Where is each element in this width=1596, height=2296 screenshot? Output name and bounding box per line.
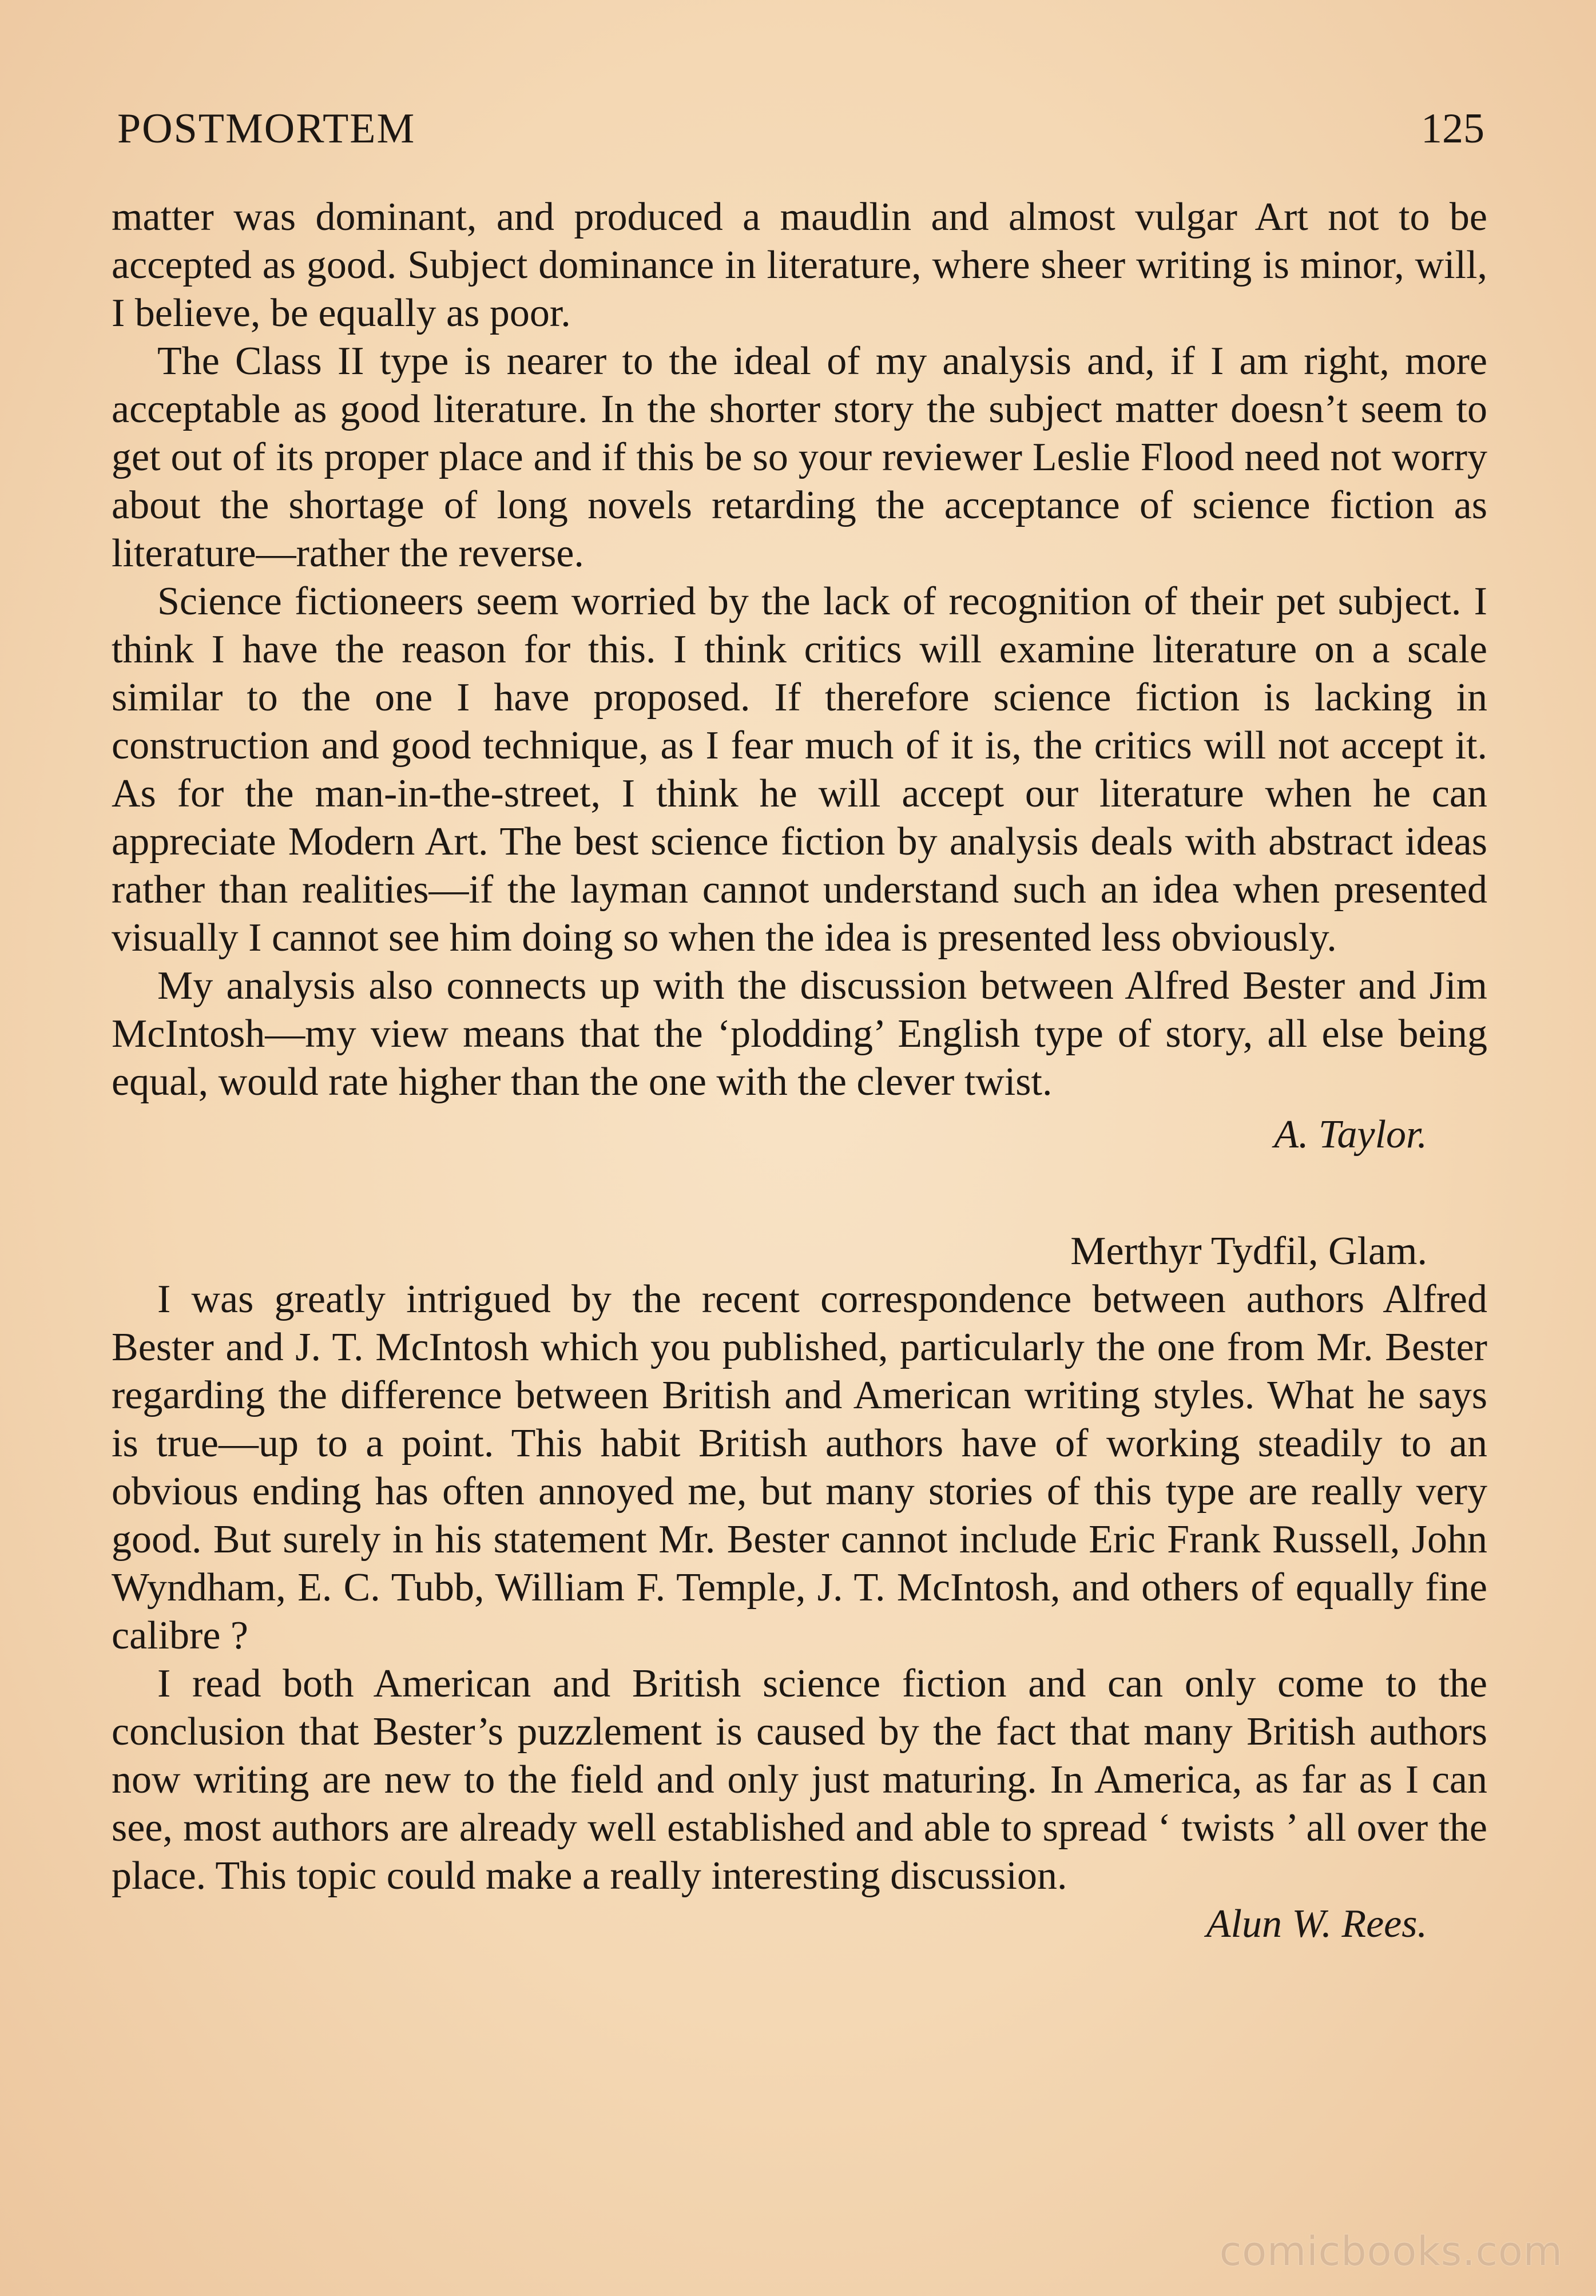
letter-taylor-signature: A. Taylor. — [1274, 1113, 1427, 1157]
letter-rees-paragraph-1: I was greatly intrigued by the recent correspondence between authors Alfred Bester and J. T. McIntosh which you published, particularly the one from Mr. Bester regarding the difference between British and American writing styles. What he says is true—up to a point. This habit British authors have of working steadily to an obvious ending has often annoyed me, but many stories of this type are really very good. But surely in his statement Mr. Bester cannot include Eric Frank Russell, John Wyndham, E. C. Tubb, William F. Temple, J. T. McIntosh, and others of equally fine calibre ? — [112, 1277, 1487, 1658]
letter-taylor-paragraph-1: matter was dominant, and produced a maudlin and almost vulgar Art not to be accepted as good. Subject dominance in literature, where sheer writing is minor, will, I believe, be equally as poor. — [112, 195, 1487, 335]
page-header — [117, 103, 1484, 154]
letter-taylor-paragraph-4: My analysis also connects up with the discussion between Alfred Bester and Jim McIntosh—my view means that the ‘plodding’ English type of story, all else being equal, would rate higher than the one with the clever twist. — [112, 964, 1487, 1104]
letter-rees-paragraph-2: I read both American and British science fiction and can only come to the conclusion that Bester’s puzzlement is caused by the fact that many British authors now writing are new to the field and only just maturing. In America, as far as I can see, most authors are already well established and able to spread ‘ twists ’ all over the place. This topic could make a really interesting discussion. — [112, 1662, 1487, 1898]
letter-rees-signature: Alun W. Rees. — [1206, 1902, 1427, 1946]
page-number: 125 — [1421, 105, 1484, 152]
letter-rees — [112, 1228, 1487, 1948]
letter-taylor-paragraph-3: Science fictioneers seem worried by the lack of recognition of their pet subject. I think I have the reason for this. I think critics will examine literature on a scale similar to the one I have proposed. If therefore science fiction is lacking in construction and good technique, as I fear much of it is, the critics will not accept it. As for the man-in-the-street, I think he will accept our literature when he can appreciate Modern Art. The best science fiction by analysis deals with abstract ideas rather than realities—if the layman cannot understand such an idea when presented visually I cannot see him doing so when the idea is presented less obviously. — [112, 579, 1487, 960]
running-title: POSTMORTEM — [117, 105, 416, 152]
letter-taylor-paragraph-2: The Class II type is nearer to the ideal of my analysis and, if I am right, more acceptable as good literature. In the shorter story the subject matter doesn’t seem to get out of its proper place and if this be so your reviewer Leslie Flood need not worry about the shortage of long novels retarding the acceptance of science fiction as literature—rather the reverse. — [112, 339, 1487, 575]
letter-rees-dateline: Merthyr Tydfil, Glam. — [1070, 1229, 1427, 1273]
letter-taylor — [112, 193, 1487, 1159]
site-watermark: comicbooks.com — [1219, 2228, 1563, 2275]
letters-column — [112, 193, 1487, 1948]
